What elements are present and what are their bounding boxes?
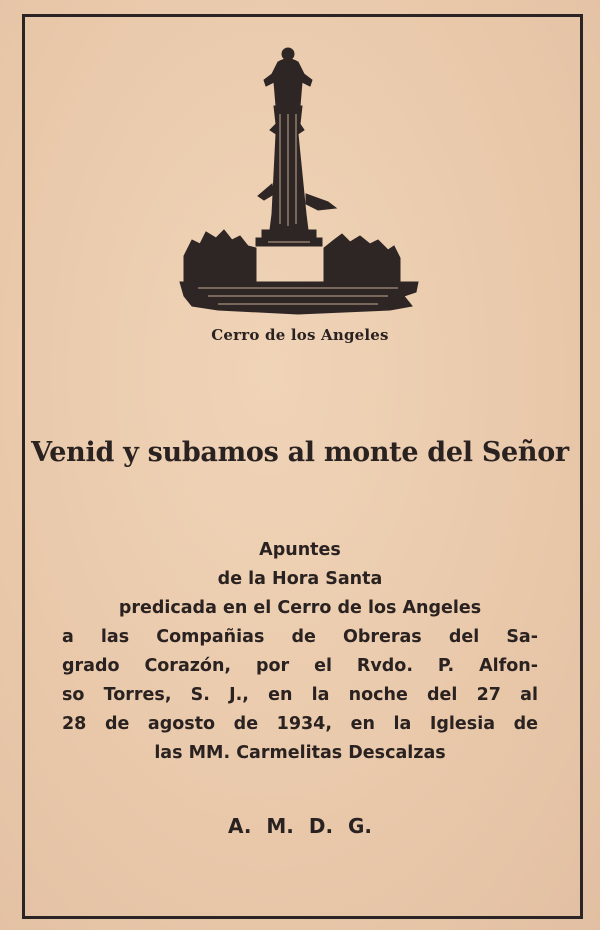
page-title: Venid y subamos al monte del Señor (31, 437, 569, 468)
notes-line: Apuntes (259, 540, 341, 560)
illustration-caption: Cerro de los Angeles (211, 326, 389, 344)
notes-block (62, 536, 538, 768)
notes-line: de la Hora Santa (217, 569, 383, 589)
notes-line: 28 de agosto de 1934, en la Iglesia de (62, 714, 538, 734)
notes-line: so Torres, S. J., en la noche del 27 al (62, 685, 538, 705)
footer-motto: A. M. D. G. (227, 814, 373, 838)
notes-line: las MM. Carmelitas Descalzas (154, 743, 446, 763)
monument-illustration (178, 44, 422, 320)
notes-line: grado Corazón, por el Rvdo. P. Alfon- (62, 656, 538, 676)
notes-line: predicada en el Cerro de los Angeles (118, 598, 482, 618)
notes-line: a las Compañias de Obreras del Sa- (62, 627, 538, 647)
